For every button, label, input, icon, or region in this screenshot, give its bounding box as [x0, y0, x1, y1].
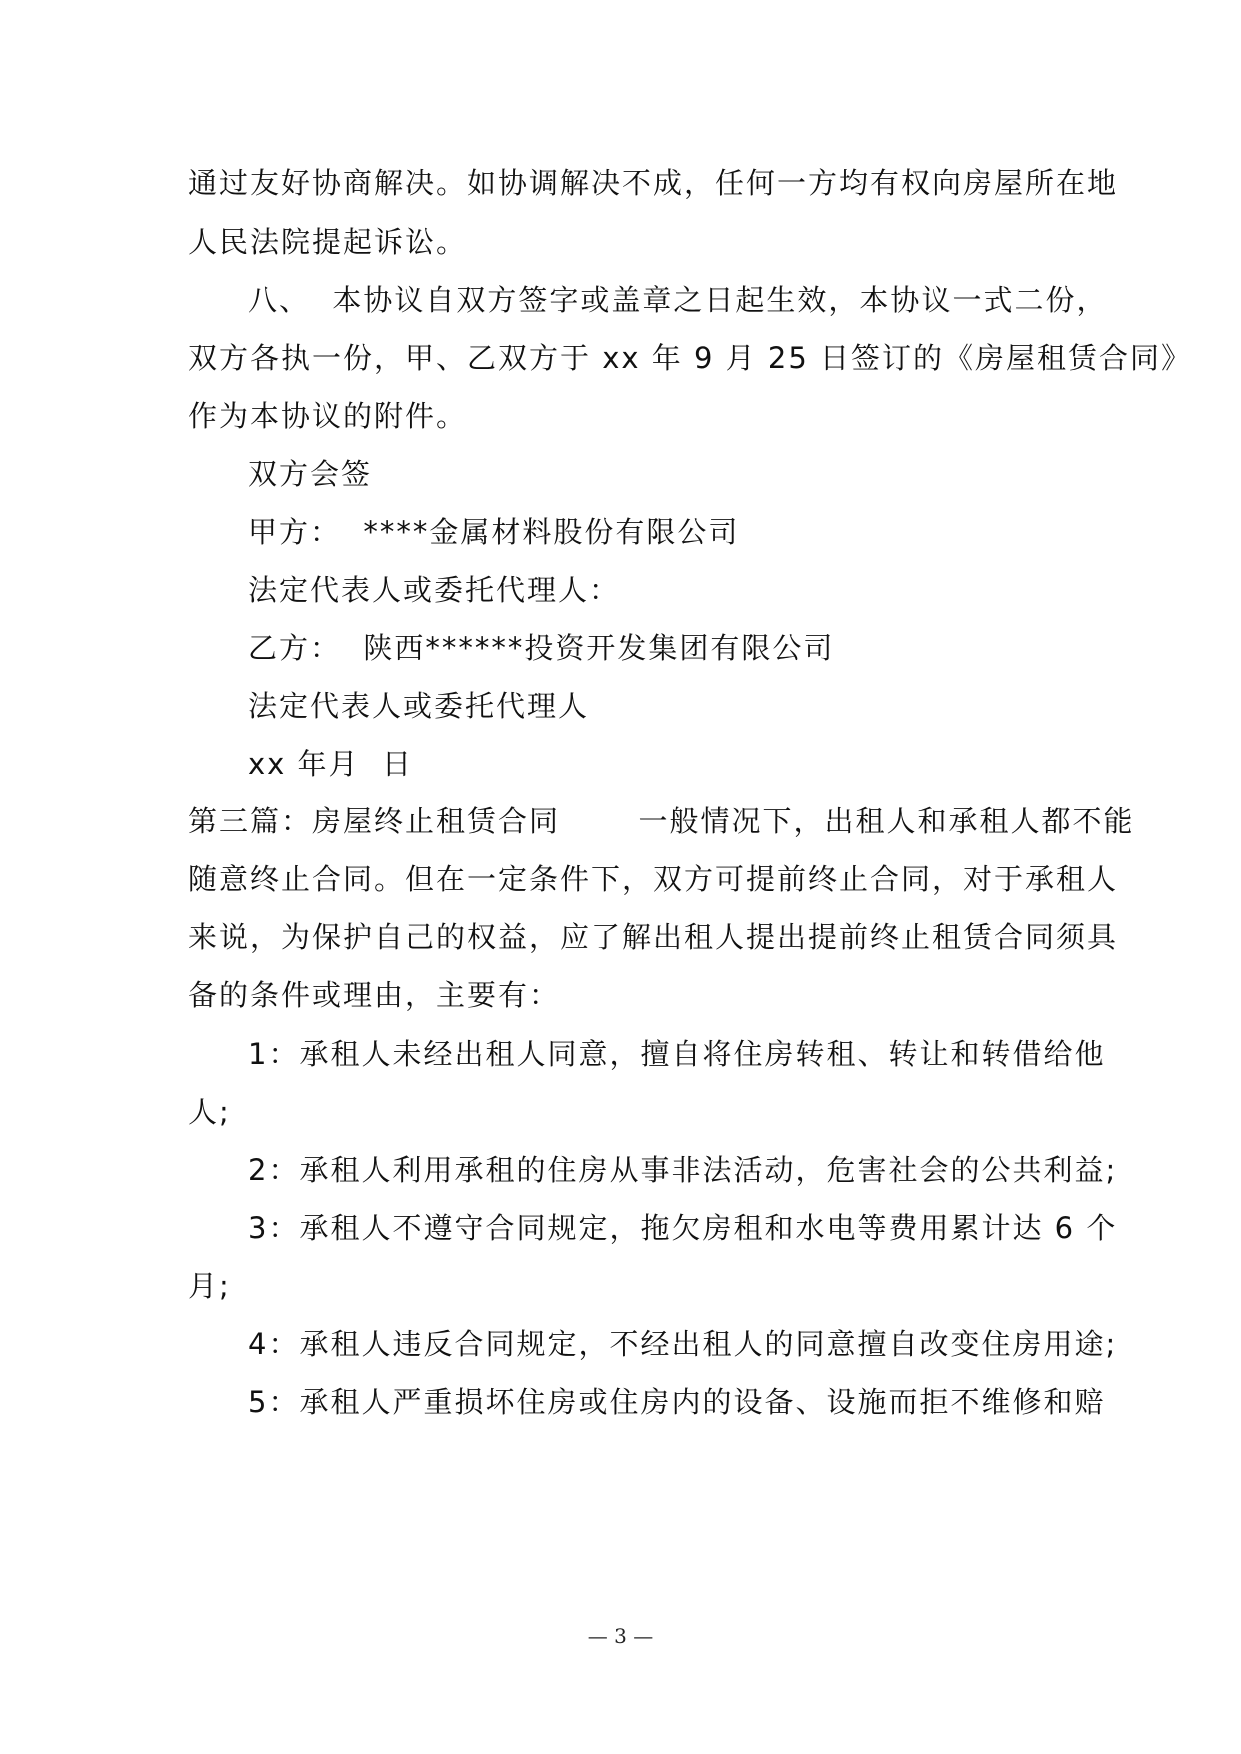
party-a-line: 甲方： ****金属材料股份有限公司 [248, 515, 740, 549]
list-item-1-continuation: 人; [188, 1095, 231, 1129]
cosign-heading: 双方会签 [248, 457, 373, 491]
list-item-3-continuation: 月; [188, 1269, 231, 1303]
list-item-4: 4：承租人违反合同规定，不经出租人的同意擅自改变住房用途; [248, 1327, 1118, 1361]
list-item-1: 1：承租人未经出租人同意，擅自将住房转租、转让和转借给他 [248, 1037, 1106, 1071]
party-b-line: 乙方： 陕西******投资开发集团有限公司 [248, 631, 835, 665]
list-item-5: 5：承租人严重损坏住房或住房内的设备、设施而拒不维修和赔 [248, 1385, 1106, 1419]
paragraph-line: 双方各执一份，甲、乙双方于 xx 年 9 月 25 日签订的《房屋租赁合同》 [188, 341, 1192, 375]
list-item-3: 3：承租人不遵守合同规定，拖欠房租和水电等费用累计达 6 个 [248, 1211, 1118, 1245]
paragraph-line: 作为本协议的附件。 [188, 399, 468, 433]
paragraph-line: 人民法院提起诉讼。 [188, 225, 468, 259]
party-b-representative: 法定代表人或委托代理人 [248, 689, 590, 723]
paragraph-line: 备的条件或理由，主要有： [188, 978, 561, 1012]
party-a-representative: 法定代表人或委托代理人： [248, 573, 621, 607]
paragraph-line: 随意终止合同。但在一定条件下，双方可提前终止合同，对于承租人 [188, 862, 1119, 896]
paragraph-line: 来说，为保护自己的权益，应了解出租人提出提前终止租赁合同须具 [188, 920, 1119, 954]
page-number: — 3 — [587, 1624, 654, 1648]
clause-eight-line: 八、 本协议自双方签字或盖章之日起生效，本协议一式二份， [248, 283, 1108, 317]
date-line: xx 年月 日 [248, 747, 413, 781]
list-item-2: 2：承租人利用承租的住房从事非法活动，危害社会的公共利益; [248, 1153, 1118, 1187]
section-three-heading: 第三篇：房屋终止租赁合同 一般情况下，出租人和承租人都不能 [188, 804, 1135, 838]
paragraph-line: 通过友好协商解决。如协调解决不成，任何一方均有权向房屋所在地 [188, 166, 1119, 200]
